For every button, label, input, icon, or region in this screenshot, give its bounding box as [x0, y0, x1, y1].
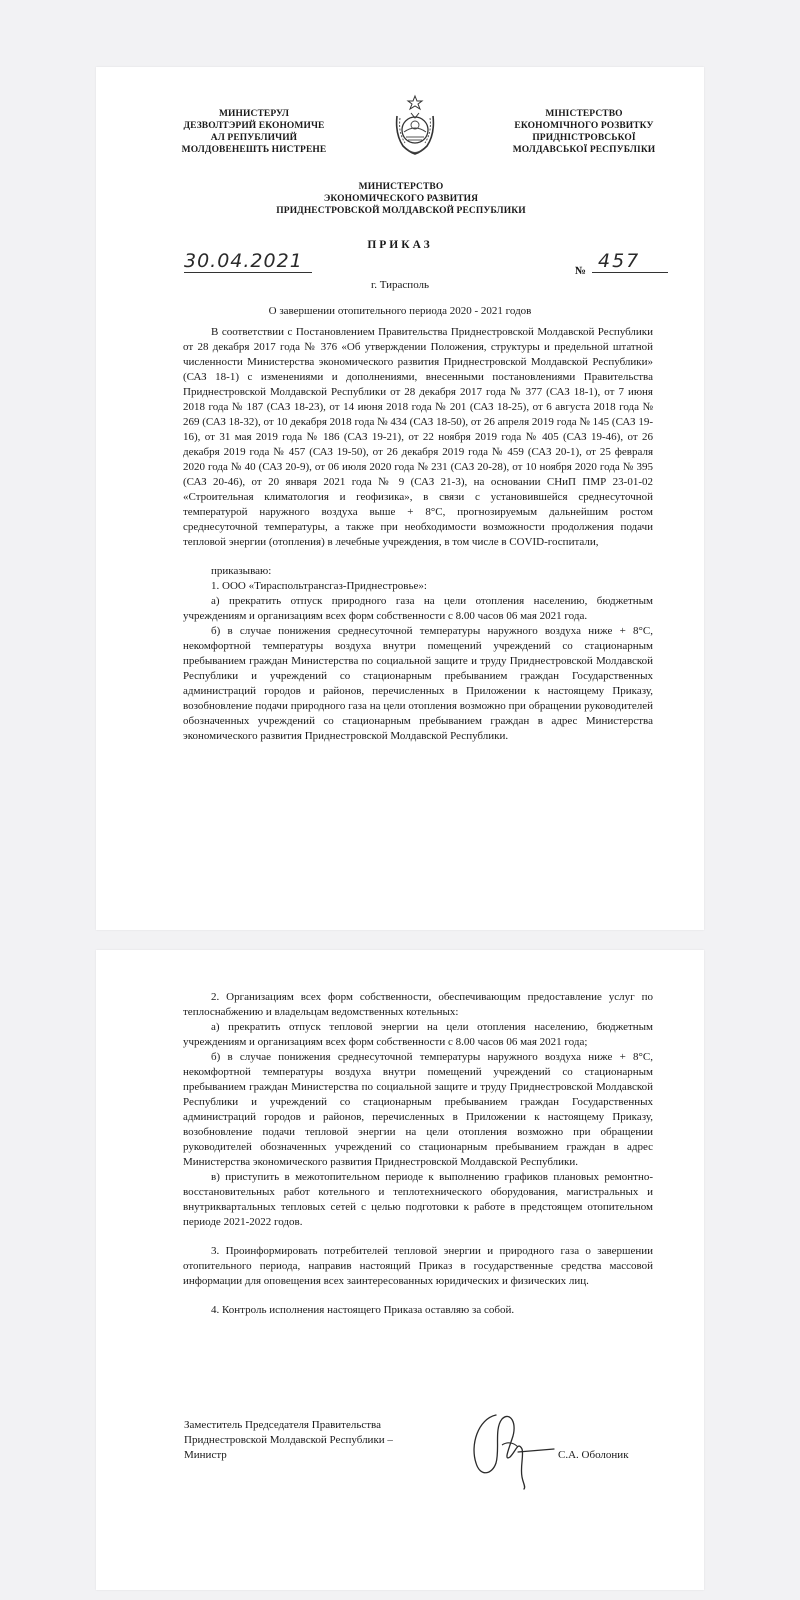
- header-line: МІНІСТЕРСТВО: [545, 109, 623, 119]
- header-line: МИНИСТЕРУЛ: [218, 109, 290, 119]
- item-1-a: а) прекратить отпуск природного газа на цели отопления населению, бюджетным учреждениям и организациям всех форм собственности с 8.00 часов 06 мая 2021 года.: [183, 595, 653, 622]
- item-2-c: в) приступить в межотопительном периоде к выполнению графиков плановых ремонтно-восстановительных работ котельного и теплотехнического оборудования, магистральных и внутриквартальных тепловых сетей с целью подготовки к работе в предстоящем отопительном периоде 2021-2022 годов.: [183, 1171, 653, 1228]
- coat-of-arms-icon: [389, 94, 441, 158]
- document-page-2: [96, 950, 704, 1590]
- header-line: МИНИСТЕРСТВО: [358, 182, 444, 192]
- item-4: 4. Контроль исполнения настоящего Приказа оставляю за собой.: [211, 1304, 515, 1316]
- order-date: 30.04.2021: [184, 250, 312, 273]
- item-3: 3. Проинформировать потребителей тепловой энергии и природного газа о завершении отопительного периода, направив настоящий Приказ в государственные средства массовой информации для оповещения всех заинтересованных юридических и физических лиц.: [183, 1245, 653, 1287]
- order-body-page-2: [183, 990, 653, 1318]
- order-number: 457: [592, 250, 668, 273]
- order-title: ПРИКАЗ: [367, 239, 433, 251]
- item-2-b: б) в случае понижения среднесуточной температуры наружного воздуха ниже + 8°С, некомфортной температуры воздуха внутри помещений учреждений со стационарным пребыванием граждан Министерства по социальной защите и труду Приднестровской Молдавской Республики и учреждений со стационарным пребыванием граждан Государственных администраций городов и районов, перечисленных в Приложении к настоящему Приказу, возобновление подачи тепловой энергии на цели отопления возможно при обращении руководителей обозначенных учреждений со стационарным пребыванием граждан в адрес Министерства экономического развития Приднестровской Молдавской Республики.: [183, 1051, 653, 1168]
- header-line: МОЛДАВСЬКОЇ РЕСПУБЛІКИ: [512, 145, 656, 155]
- signatory-name: С.А. Оболоник: [558, 1449, 629, 1461]
- order-word: приказываю:: [211, 565, 272, 577]
- header-line: ДЕЗВОЛТЭРИЙ ЕКОНОМИЧЕ: [183, 121, 325, 131]
- order-city: г. Тирасполь: [370, 279, 430, 291]
- header-ministry-ukrainian: [504, 108, 664, 156]
- header-line: АЛ РЕПУБЛИЧИЙ: [210, 133, 298, 143]
- item-1-title: 1. ООО «Тираспольтрансгаз-Приднестровье»:: [211, 580, 427, 592]
- document-page-1: [96, 67, 704, 930]
- item-2-title: 2. Организациям всех форм собственности, обеспечивающим предоставление услуг по теплоснабжению и владельцам ведомственных котельных:: [183, 991, 653, 1018]
- header-ministry-russian: [246, 181, 556, 217]
- handwritten-signature-icon: [466, 1405, 556, 1490]
- order-subject: О завершении отопительного периода 2020 - 2021 годов: [268, 305, 532, 317]
- item-1-b: б) в случае понижения среднесуточной температуры наружного воздуха ниже + 8°С, некомфортной температуры воздуха внутри помещений учреждений со стационарным пребыванием граждан Министерства по социальной защите и труду Приднестровской Молдавской Республики и учреждений со стационарным пребыванием граждан Государственных администраций городов и районов, перечисленных в Приложении к настоящему Приказу, возобновление подачи природного газа на цели отопления возможно при обращении руководителей обозначенных учреждений со стационарным пребыванием граждан в адрес Министерства экономического развития Приднестровской Молдавской Республики.: [183, 625, 653, 742]
- preamble-paragraph: В соответствии с Постановлением Правительства Приднестровской Молдавской Республики от 28 декабря 2017 года № 376 «Об утверждении Положения, структуры и предельной штатной численности Министерства экономического развития Приднестровской Молдавской Республики» (САЗ 18-1) с изменениями и дополнениями, внесенными постановлениями Правительства Приднестровской Молдавской Республики от 28 декабря 2017 года № 377 (САЗ 18-1), от 7 июня 2018 года № 187 (САЗ 18-23), от 14 июня 2018 года № 201 (САЗ 18-25), от 6 августа 2018 года № 269 (САЗ 18-32), от 10 декабря 2018 года № 434 (САЗ 18-50), от 26 апреля 2019 года № 145 (САЗ 19-16), от 31 мая 2019 года № 186 (САЗ 19-21), от 22 ноября 2019 года № 405 (САЗ 19-46), от 26 декабря 2019 года № 457 (САЗ 19-50), от 26 декабря 2019 года № 459 (САЗ 20-1), от 25 февраля 2020 года № 40 (САЗ 20-9), от 06 июля 2020 года № 231 (САЗ 20-28), от 10 ноября 2020 года № 395 (САЗ 20-46), от 20 января 2021 года № 9 (САЗ 21-3), на основании СНиП ПМР 23-01-02 «Строительная климатология и геофизика», в связи с установившейся среднесуточной температурой наружного воздуха выше + 8°С, прогнозируемым дальнейшим ростом среднесуточной температуры, а также при необходимости возможности продолжения подачи тепловой энергии (отопления) в лечебные учреждения, в том числе в COVID-госпитали,: [183, 326, 653, 548]
- header-line: ЕКОНОМІЧНОГО РОЗВИТКУ: [514, 121, 654, 131]
- header-line: МОЛДОВЕНЕШТЬ НИСТРЕНЕ: [181, 145, 327, 155]
- header-line: ПРИДНЕСТРОВСКОЙ МОЛДАВСКОЙ РЕСПУБЛИКИ: [276, 206, 526, 216]
- header-line: ПРИДНІСТРОВСЬКОЇ: [532, 133, 636, 143]
- order-number-label: №: [575, 265, 587, 277]
- header-ministry-moldovan: [174, 108, 334, 156]
- order-body-page-1: [183, 325, 653, 744]
- signatory-title: [184, 1418, 393, 1463]
- item-2-a: а) прекратить отпуск тепловой энергии на цели отопления населению, бюджетным учреждениям и организациям всех форм собственности с 8.00 часов 06 мая 2021 года;: [183, 1021, 653, 1048]
- signatory-title-line: Заместитель Председателя Правительства: [184, 1419, 381, 1431]
- signatory-title-line: Министр: [184, 1449, 227, 1461]
- header-line: ЭКОНОМИЧЕСКОГО РАЗВИТИЯ: [323, 194, 479, 204]
- signatory-title-line: Приднестровской Молдавской Республики –: [184, 1434, 393, 1446]
